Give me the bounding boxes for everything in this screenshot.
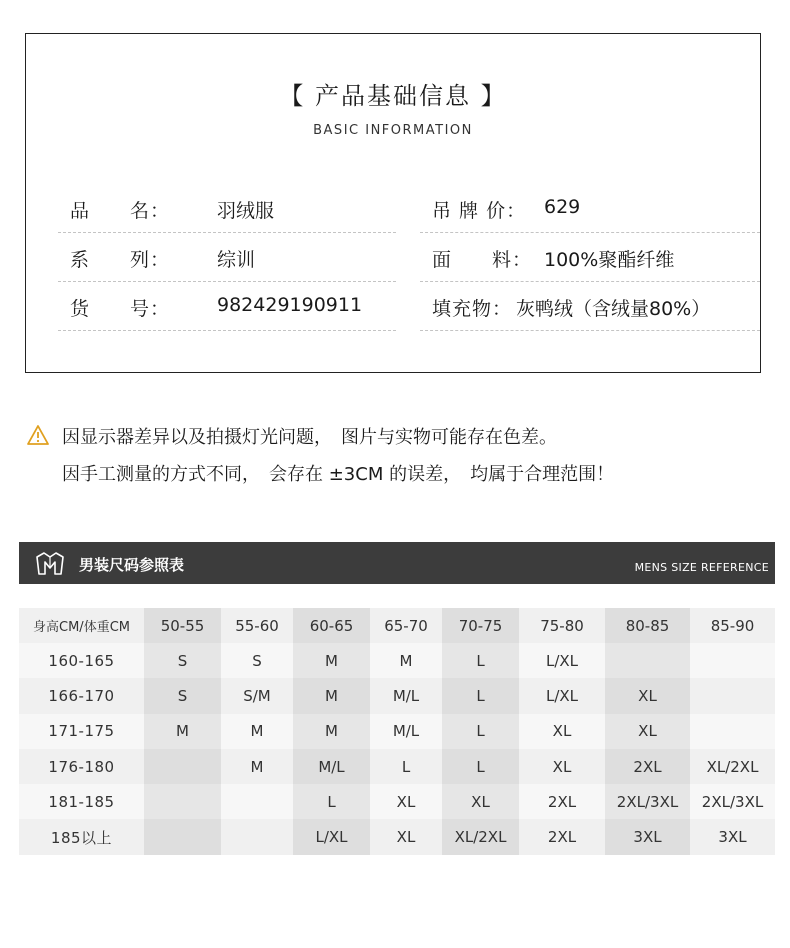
- size-cell: 2XL: [519, 784, 605, 819]
- size-cell: M: [144, 714, 221, 749]
- table-row: [19, 714, 775, 749]
- size-cell: XL: [605, 714, 690, 749]
- size-cell: M: [221, 749, 293, 784]
- field-item-number: [58, 282, 396, 331]
- height-cell: 181-185: [19, 784, 144, 819]
- jacket-logo-icon: [35, 550, 65, 576]
- size-cell: [144, 784, 221, 819]
- basic-info-panel: [25, 33, 761, 373]
- size-cell: [221, 784, 293, 819]
- size-cell: 2XL/3XL: [690, 784, 775, 819]
- field-series: [58, 233, 396, 282]
- size-cell: XL: [519, 749, 605, 784]
- size-cell: S: [144, 678, 221, 713]
- size-cell: L/XL: [293, 819, 370, 854]
- table-row: [19, 643, 775, 678]
- size-chart-title: 男装尺码参照表: [79, 556, 185, 574]
- size-cell: M/L: [370, 678, 442, 713]
- size-cell: XL: [370, 819, 442, 854]
- size-cell: [690, 678, 775, 713]
- field-value: 灰鸭绒（含绒量80%）: [516, 298, 711, 320]
- table-row: [19, 678, 775, 713]
- corner-header: 身高CM/体重CM: [19, 608, 144, 643]
- info-subtitle: BASIC INFORMATION: [313, 123, 473, 138]
- notice-text: 因显示器差异以及拍摄灯光问题， 图片与实物可能存在色差。: [62, 427, 557, 448]
- size-cell: L: [442, 749, 519, 784]
- height-cell: 160-165: [19, 643, 144, 678]
- table-row: [19, 749, 775, 784]
- size-cell: M/L: [293, 749, 370, 784]
- size-chart-banner: [19, 542, 775, 584]
- size-chart-subtitle: MENS SIZE REFERENCE: [634, 561, 769, 574]
- size-cell: XL: [442, 784, 519, 819]
- notice-line-2: 因手工测量的方式不同， 会存在 ±3CM 的误差， 均属于合理范围！: [62, 464, 615, 485]
- weight-header: 65-70: [370, 608, 442, 643]
- field-label: 货 号：: [70, 298, 171, 320]
- size-cell: XL: [605, 678, 690, 713]
- size-cell: L: [370, 749, 442, 784]
- size-cell: 2XL/3XL: [605, 784, 690, 819]
- size-cell: L/XL: [519, 678, 605, 713]
- size-cell: S/M: [221, 678, 293, 713]
- height-cell: 166-170: [19, 678, 144, 713]
- size-cell: S: [221, 643, 293, 678]
- field-label: 品 名：: [70, 200, 171, 222]
- size-table: [19, 608, 775, 855]
- field-tag-price: [420, 184, 760, 233]
- table-row: [19, 819, 775, 854]
- size-cell: L: [442, 714, 519, 749]
- size-cell: L: [293, 784, 370, 819]
- size-cell: M: [293, 678, 370, 713]
- field-value: 综训: [217, 249, 256, 271]
- size-cell: [605, 643, 690, 678]
- size-cell: L: [442, 643, 519, 678]
- field-label: 面 料：: [432, 249, 533, 271]
- weight-header: 55-60: [221, 608, 293, 643]
- size-cell: [690, 714, 775, 749]
- size-cell: M: [293, 643, 370, 678]
- field-value: 982429190911: [217, 294, 363, 316]
- table-row: [19, 784, 775, 819]
- field-value: 100%聚酯纤维: [544, 249, 675, 271]
- size-cell: [144, 819, 221, 854]
- field-value: 羽绒服: [217, 200, 275, 222]
- field-value: 629: [544, 196, 581, 218]
- weight-header: 70-75: [442, 608, 519, 643]
- size-cell: XL/2XL: [690, 749, 775, 784]
- size-cell: M: [370, 643, 442, 678]
- field-product-name: [58, 184, 396, 233]
- table-header-row: [19, 608, 775, 643]
- info-title: 【 产品基础信息 】: [279, 82, 507, 110]
- size-cell: M: [221, 714, 293, 749]
- size-cell: [221, 819, 293, 854]
- height-cell: 176-180: [19, 749, 144, 784]
- size-cell: 2XL: [605, 749, 690, 784]
- size-cell: 2XL: [519, 819, 605, 854]
- field-label: 填充物：: [432, 298, 513, 320]
- size-cell: 3XL: [605, 819, 690, 854]
- field-label: 吊 牌 价：: [432, 200, 527, 222]
- weight-header: 80-85: [605, 608, 690, 643]
- size-cell: M/L: [370, 714, 442, 749]
- size-cell: L: [442, 678, 519, 713]
- weight-header: 85-90: [690, 608, 775, 643]
- height-cell: 171-175: [19, 714, 144, 749]
- size-cell: XL: [519, 714, 605, 749]
- size-cell: L/XL: [519, 643, 605, 678]
- size-cell: 3XL: [690, 819, 775, 854]
- weight-header: 75-80: [519, 608, 605, 643]
- size-cell: [690, 643, 775, 678]
- field-label: 系 列：: [70, 249, 171, 271]
- size-cell: S: [144, 643, 221, 678]
- weight-header: 60-65: [293, 608, 370, 643]
- height-cell: 185以上: [19, 819, 144, 854]
- notice-line-1: [27, 423, 557, 449]
- size-cell: [144, 749, 221, 784]
- size-cell: XL/2XL: [442, 819, 519, 854]
- field-filling: [420, 282, 760, 331]
- weight-header: 50-55: [144, 608, 221, 643]
- size-cell: M: [293, 714, 370, 749]
- field-fabric: [420, 233, 760, 282]
- size-cell: XL: [370, 784, 442, 819]
